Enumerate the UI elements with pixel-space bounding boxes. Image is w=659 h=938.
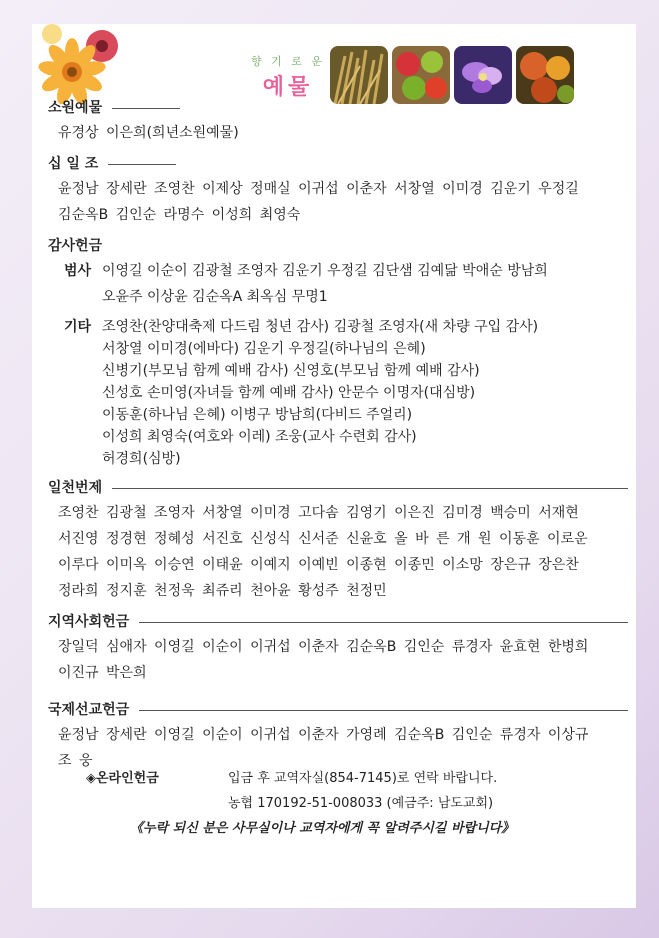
divider <box>108 164 176 165</box>
section-title: 일천번제 <box>48 480 103 496</box>
name-line: 이동훈(하나님 은혜) 이병구 방남희(다비드 주얼리) <box>102 407 413 423</box>
name-line: 이진규 박은희 <box>58 665 147 681</box>
bank-account-text: 농협 170192-51-008033 (예금주: 남도교회) <box>228 796 494 811</box>
sub-section-gita <box>48 316 628 470</box>
offering-page <box>32 24 636 908</box>
header-subtitle: 향 기 로 운 <box>251 55 325 68</box>
online-contact-text: 입금 후 교역자실(854-7145)로 연락 바랍니다. <box>228 771 498 786</box>
section-header-jiyeok <box>48 610 628 634</box>
name-line: 서진영 정경현 정혜성 서진호 신성식 신서준 신윤호 올 바 른 개 원 이동훈 이로운 <box>58 531 588 547</box>
section-header-sowon <box>48 96 628 120</box>
online-offering-label: ◈온라인헌금 <box>86 771 159 786</box>
name-line: 장일덕 심애자 이영길 이순이 이귀섭 이춘자 김순옥B 김인순 류경자 윤효현 한병희 <box>58 639 589 655</box>
divider <box>139 622 628 623</box>
divider <box>112 108 180 109</box>
section-header-gukje <box>48 698 628 722</box>
divider <box>139 710 628 711</box>
name-line: 오윤주 이상윤 김순옥A 최옥심 무명1 <box>102 289 328 305</box>
divider <box>112 488 628 489</box>
section-header-ilcheon <box>48 476 628 500</box>
name-line: 김순옥B 김인순 라명수 이성희 최영숙 <box>58 207 301 223</box>
section-header-sibil <box>48 152 628 176</box>
sub-section-beomsa <box>48 258 628 310</box>
section-title: 지역사회헌금 <box>48 614 130 630</box>
name-line: 조 웅 <box>58 753 93 769</box>
section-title: 국제선교헌금 <box>48 702 130 718</box>
omission-notice: 《누락 되신 분은 사무실이나 교역자에게 꼭 알려주시길 바랍니다》 <box>130 821 515 836</box>
name-line: 허경희(심방) <box>102 451 181 467</box>
name-line: 이루다 이미옥 이승연 이태윤 이예지 이예빈 이종현 이종민 이소망 장은규 장은찬 <box>58 557 579 573</box>
section-title: 소원예물 <box>48 100 103 116</box>
page-title: 예물 <box>262 75 314 100</box>
section-title: 감사헌금 <box>48 238 103 254</box>
name-line: 신성호 손미영(자녀들 함께 예배 감사) 안문수 이명자(대심방) <box>102 385 476 401</box>
name-list: 유경상 이은희(희년소원예물) <box>58 125 239 141</box>
name-line: 이영길 이순이 김광철 조영자 김운기 우정길 김단샘 김예닮 박애순 방남희 <box>102 263 548 279</box>
name-line: 조영찬 김광철 조영자 서창열 이미경 고다솜 김영기 이은진 김미경 백승미 서재현 <box>58 505 579 521</box>
offering-list <box>48 96 628 774</box>
name-line: 윤정남 장세란 조영찬 이제상 정매실 이귀섭 이춘자 서창열 이미경 김운기 우정길 <box>58 181 579 197</box>
name-line: 서창열 이미경(에바다) 김운기 우정길(하나님의 은혜) <box>102 341 426 357</box>
section-header-gamsa <box>48 234 628 258</box>
name-line: 윤정남 장세란 이영길 이순이 이귀섭 이춘자 가영례 김순옥B 김인순 류경자 이상규 <box>58 727 589 743</box>
sub-section-label: 범사 <box>64 263 92 279</box>
name-line: 신병기(부모님 함께 예배 감사) 신영호(부모님 함께 예배 감사) <box>102 363 480 379</box>
sub-section-label: 기타 <box>64 319 92 335</box>
name-line: 정라희 정지훈 천정욱 최쥬리 천아윤 황성주 천정민 <box>58 583 387 599</box>
section-title: 십 일 조 <box>48 156 99 172</box>
name-line: 이성희 최영숙(여호와 이레) 조웅(교사 수련회 감사) <box>102 429 417 445</box>
name-line: 조영찬(찬양대축제 다드림 청년 감사) 김광철 조영자(새 차량 구입 감사) <box>102 319 539 335</box>
